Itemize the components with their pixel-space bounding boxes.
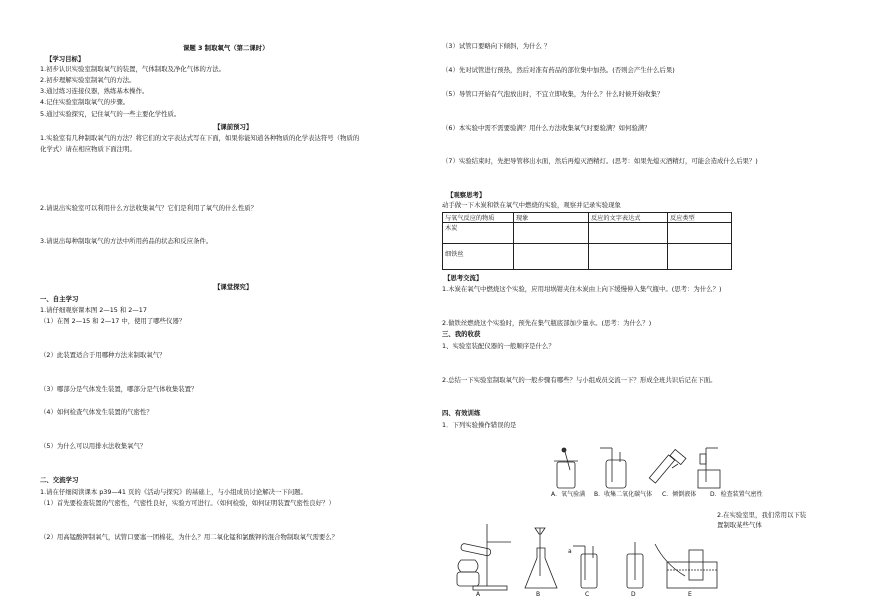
table-cell <box>589 244 668 270</box>
thinking-q1: 1.木炭在氧气中燃烧这个实验，应用坩埚钳夹住木炭由上向下缓慢伸入集气瓶中。(思考：为什么？) <box>442 285 722 293</box>
apparatus-label: E <box>688 591 692 598</box>
table-header: 反应类型 <box>668 213 732 223</box>
preview-q2: 2.请说出实验室可以利用什么方法收集氧气？它们是利用了氧气的什么性质？ <box>40 204 257 212</box>
apparatus-label: C <box>585 591 590 598</box>
explore-q1c: （3）哪部分是气体发生装置，哪部分是气体收集装置？ <box>40 385 198 393</box>
preview-q3: 3.请说出每种制取氧气的方法中所用药品的状态和反应条件。 <box>40 237 213 245</box>
water-trough-e <box>655 544 717 588</box>
observation-table <box>442 212 732 270</box>
table-cell <box>668 223 732 244</box>
right-q5: （5）导管口开始有气泡放出时，不宜立即收集，为什么？什么时候开始收集？ <box>442 90 664 98</box>
apparatus-label: A <box>476 591 481 598</box>
right-q3: （3）试管口要略向下倾斜，为什么 ？ <box>442 42 551 50</box>
gas-collection-illustration <box>600 448 626 488</box>
apparatus-figure <box>445 524 725 600</box>
learning-goals-heading: 【学习目标】 <box>46 55 85 63</box>
page-title: 课题 3 制取氧气（第二课时） <box>183 44 269 52</box>
option-label: A．氧气验满 <box>551 491 586 498</box>
collection-bottle-c <box>573 546 597 588</box>
apparatus-label: B <box>536 591 541 598</box>
goal-item: 4.记住实验室制取氧气的步骤。 <box>40 98 130 106</box>
table-cell: 细铁丝 <box>443 244 514 270</box>
training-q2-cont: 置制取某些气体 <box>717 521 762 529</box>
section-heading: 四、有效训练 <box>442 409 481 417</box>
right-q6: （6）本实验中需不需要验满？用什么方法收集氧气时要验满？如何验满？ <box>442 124 651 132</box>
explore-q2a: （1）首先要检查装置的气密性，气密性良好，实验方可进行。（如何检验，如何证明装置气密性良好？） <box>40 499 335 507</box>
observe-heading: 【观察思考】 <box>447 191 486 199</box>
table-header: 反应的文字表达式 <box>589 213 668 223</box>
section-heading: 二、交流学习 <box>40 476 79 484</box>
flask-apparatus-b <box>525 528 557 588</box>
goal-item: 3.通过练习连接仪器，熟练基本操作。 <box>40 87 149 95</box>
explore-q2: 1.请在仔细阅读课本 p39—41 页的《活动与探究》的基础上，与小组成员讨论解决一下问题。 <box>40 488 307 496</box>
goal-item: 1.初步认识实验室制取氧气的装置，气体制取及净化气体的方法。 <box>40 65 226 73</box>
section-heading: 三、我的收获 <box>442 330 481 338</box>
pouring-liquid-illustration <box>649 449 686 483</box>
heating-apparatus-a <box>457 524 511 590</box>
table-cell <box>514 244 589 270</box>
thinking-heading: 【思考交流】 <box>444 274 483 282</box>
right-q7: （7）实验结束时，先把导管移出水面，然后再熄灭酒精灯。(思考：如果先熄灭酒精灯，可能会造成什么后果？) <box>442 157 758 165</box>
training-q2: 2.在实验室里，我们常用以下装 <box>717 511 807 519</box>
explore-q1: 1.请仔细观察课本图 2—15 和 2—17 <box>40 306 147 314</box>
explore-q1b: （2）此装置适合于用哪种方法来制取氧气？ <box>40 351 166 359</box>
table-row <box>443 223 732 244</box>
table-cell <box>589 223 668 244</box>
collection-bottle-d <box>627 542 643 588</box>
explore-q2b: （2）用高锰酸钾制氧气，试管口要塞一团棉花，为什么？用二氧化锰和氯酸钾的混合物制取氧气需要么？ <box>40 533 339 541</box>
right-q4: （4）先对试管进行预热，然后对准有药品的部位集中加热。(否则会产生什么后果) <box>442 66 675 74</box>
table-row <box>443 244 732 270</box>
table-header: 现象 <box>514 213 589 223</box>
table-header: 与氧气反应的物质 <box>443 213 514 223</box>
preview-q1: 1.实验室有几种制取氧气的方法？将它们的文字表达式写在下面，如果你能知道各种物质的化学表达符号（物质的 <box>40 134 360 142</box>
goal-item: 5.通过实验探究，记住氧气的一些主要化学性质。 <box>40 110 181 118</box>
option-label: B．收集二氧化碳气体 <box>594 491 653 498</box>
thinking-q2: 2.做铁丝燃烧这个实验时，预先在集气瓶底部加少量水。(思考：为什么？) <box>442 319 652 327</box>
goal-item: 2.初步理解实验室制氧气的方法。 <box>40 76 136 84</box>
thinking-q3a: 1、实验室装配仪器的一般顺序是什么？ <box>442 342 555 350</box>
preview-heading: 【课前预习】 <box>214 123 253 131</box>
table-cell <box>514 223 589 244</box>
option-label: D．检查装置气密性 <box>710 491 763 498</box>
option-label: C．倾倒液体 <box>662 491 697 498</box>
training-q1: 1．下列实验操作错误的是 <box>442 421 517 429</box>
table-cell <box>668 244 732 270</box>
explore-q1d: （4）如何检查气体发生装置的气密性？ <box>40 408 153 416</box>
label-a: a <box>568 548 572 555</box>
table-cell: 木炭 <box>443 223 514 244</box>
section-heading: 一、自主学习 <box>40 295 79 303</box>
explore-q1e: （5）为什么可以用排水法收集氧气？ <box>40 442 147 450</box>
preview-q1-cont: 化学式）请在相应物质下面注明。 <box>40 145 136 153</box>
airtightness-check-illustration <box>698 448 720 488</box>
table-header-row <box>443 213 732 223</box>
oxygen-test-illustration <box>554 448 578 488</box>
apparatus-label: D <box>631 591 636 598</box>
explore-q1a: （1）在图 2—15 和 2—17 中，使用了哪些仪器？ <box>40 317 186 325</box>
explore-heading: 【课堂探究】 <box>214 283 253 291</box>
observe-intro: 动手做一下木炭和铁在氧气中燃烧的实验，观察并记录实验现象 <box>442 201 621 209</box>
thinking-q3b: 2.总结一下实验室制取氧气的一般步骤有哪些？与小组成员交流一下？形成全班共识后记在下面。 <box>442 376 717 384</box>
